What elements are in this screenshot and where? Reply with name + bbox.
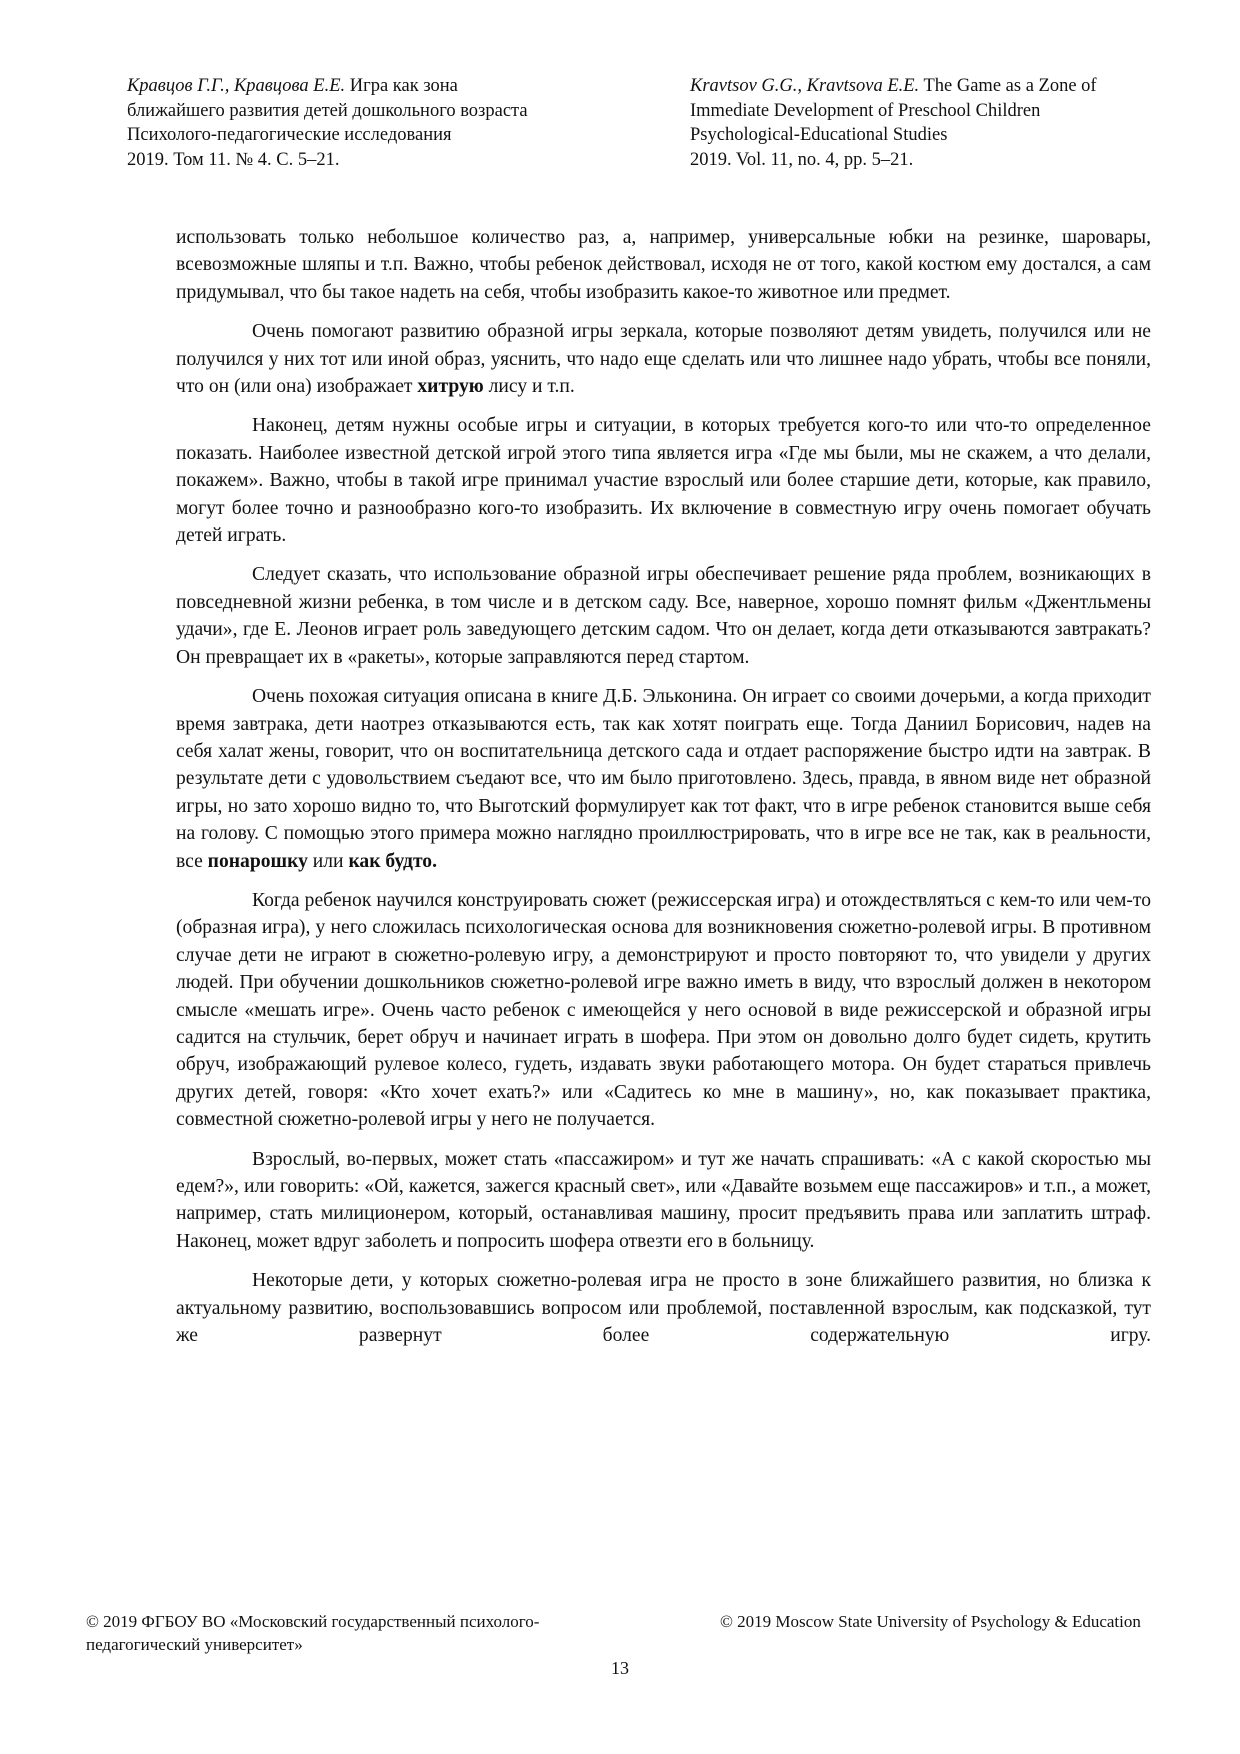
bold-term: хитрую (417, 376, 484, 398)
paragraph: использовать только небольшое количество раз, а, например, универсальные юбки на резинке, шаровары, всевозможные шляпы и т.п. Важно, чтобы ребенок действовал, исходя не от того, какой костюм ему достался, а сам придумывал, что бы такое надеть на себя, чтобы изобразить какое-то животное или предмет. (176, 227, 1151, 303)
header-right (690, 74, 1210, 172)
header-authors-en: Kravtsov G.G., Kravtsova E.E. (690, 76, 920, 96)
header-title-en-cont: Immediate Development of Preschool Children (690, 100, 1041, 121)
header-issue-en: 2019. Vol. 11, no. 4, pp. 5–21. (690, 149, 914, 170)
page-number: 13 (611, 1658, 629, 1678)
paragraph: Очень помогают развитию образной игры зеркала, которые позволяют детям увидеть, получился или не получился у них тот или иной образ, уяснить, что надо еще сделать или что лишнее надо убрать, чтобы все поняли, что он (или она) изображает хитрую лису и т.п. (176, 321, 1151, 398)
paragraph: Очень похожая ситуация описана в книге Д.Б. Эльконина. Он играет со своими дочерьми, а когда приходит время завтрака, дети наотрез отказываются есть, так как хотят поиграть еще. Тогда Даниил Борисович, надев на себя халат жены, говорит, что он воспитательница детского сада и отдает распоряжение быстро идти на завтрак. В результате дети с удовольствием съедают все, что им было приготовлено. Здесь, правда, в явном виде нет образной игры, но зато хорошо видно то, что Выготский формулирует как тот факт, что в игре ребенок становится выше себя на голову. С помощью этого примера можно наглядно проиллюстрировать, что в игре все не так, как в реальности, все понарошку или как будто. (176, 686, 1151, 872)
paragraph: Некоторые дети, у которых сюжетно-ролевая игра не просто в зоне ближайшего развития, но близка к актуальному развитию, воспользовавшись вопросом или проблемой, поставленной взрослым, как подсказкой, тут же развернут более содержательную игру. (176, 1270, 1151, 1347)
header-issue: 2019. Том 11. № 4. С. 5–21. (127, 149, 340, 170)
header-journal-en: Psychological-Educational Studies (690, 125, 948, 145)
header-title: Игра как зона (345, 76, 458, 96)
header-title-en: The Game as a Zone of (919, 76, 1097, 96)
paragraph: Следует сказать, что использование образной игры обеспечивает решение ряда проблем, возникающих в повседневной жизни ребенка, в том числе и в детском саду. Все, наверное, хорошо помнят фильм «Джентльмены удачи», где Е. Леонов играет роль заведующего детским садом. Что он делает, когда дети отказываются завтракать? Он превращает их в «ракеты», которые заправляются перед стартом. (176, 564, 1151, 668)
header-left (127, 74, 647, 172)
bold-term: понарошку (207, 850, 308, 872)
paragraph: Взрослый, во-первых, может стать «пассажиром» и тут же начать спрашивать: «А с какой скоростью мы едем?», или говорить: «Ой, кажется, зажегся красный свет», или «Давайте возьмем еще пассажиров» и т.п., а может, например, стать милиционером, который, останавливая машину, просит предъявить права или заплатить штраф. Наконец, может вдруг заболеть и попросить шофера отвезти его в больницу. (176, 1148, 1151, 1252)
header-title-cont: ближайшего развития детей дошкольного возраста (127, 100, 528, 121)
footer-copyright-en: © 2019 Moscow State University of Psychology & Education (720, 1612, 1141, 1631)
paragraph: Когда ребенок научился конструировать сюжет (режиссерская игра) и отождествляться с кем-то или чем-то (образная игра), у него сложилась психологическая основа для возникновения сюжетно-ролевой игры. В противном случае дети не играют в сюжетно-ролевую игру, а демонстрируют и просто повторяют то, что увидели у других людей. При обучении дошкольников сюжетно-ролевой игре важно иметь в виду, что взрослый должен в некотором смысле «мешать игре». Очень часто ребенок с имеющейся у него основой в виде режиссерской и образной игры садится на стульчик, берет обруч и начинает играть в шофера. При этом он довольно долго будет сидеть, крутить обруч, изображающий рулевое колесо, гудеть, издавать звуки работающего мотора. Он будет стараться привлечь других детей, говоря: «Кто хочет ехать?» или «Садитесь ко мне в машину», но, как показывает практика, совместной сюжетно-ролевой игры у него не получается. (176, 889, 1151, 1131)
paragraph: Наконец, детям нужны особые игры и ситуации, в которых требуется кого-то или что-то определенное показать. Наиболее известной детской игрой этого типа является игра «Где мы были, мы не скажем, а что делали, покажем». Важно, чтобы в такой игре принимал участие взрослый или более старшие дети, которые, как правило, могут более точно и разнообразно кого-то изобразить. Их включение в совместную игру очень помогает обучать детей играть. (176, 415, 1151, 547)
header-journal: Психолого-педагогические исследования (127, 125, 452, 145)
footer-copyright-ru: © 2019 ФГБОУ ВО «Московский государственный психолого-педагогический университет» (86, 1612, 540, 1654)
body-text (176, 224, 1151, 1361)
header-authors: Кравцов Г.Г., Кравцова Е.Е. (127, 76, 346, 96)
bold-term: как будто. (348, 850, 438, 872)
